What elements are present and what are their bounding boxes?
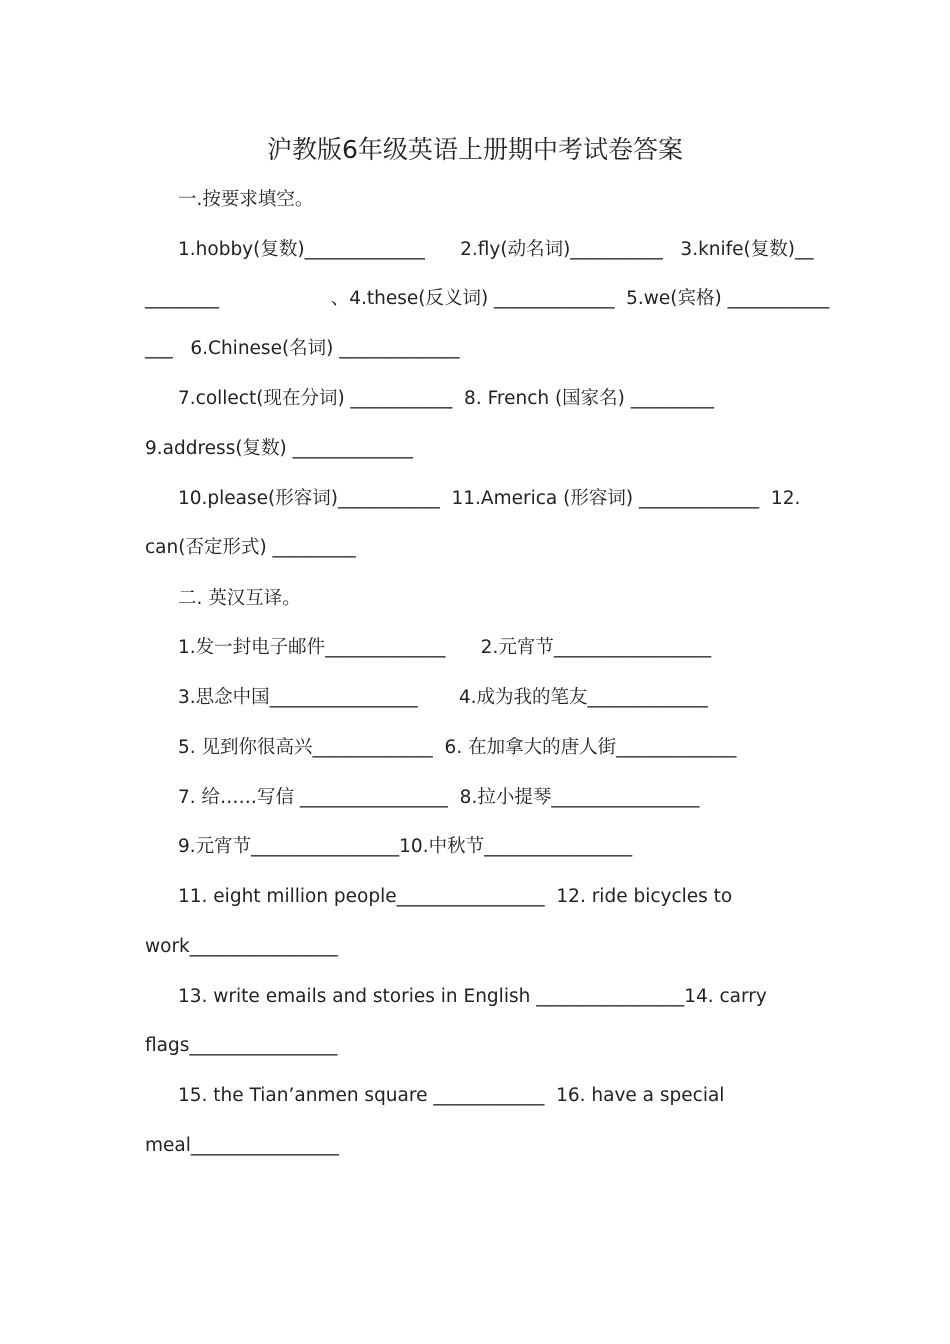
question-line: 10.please(形容词)___________ 11.America (形容词) _____________ 12. [178, 488, 801, 509]
section-heading-fill-blanks: 一.按要求填空。 [178, 189, 314, 210]
question-line: work________________ [145, 936, 338, 957]
question-line: 9.address(复数) _____________ [145, 438, 413, 459]
question-line: 13. write emails and stories in English ________________14. carry [178, 986, 767, 1007]
question-line: meal________________ [145, 1135, 339, 1156]
question-line: ___ 6.Chinese(名词) _____________ [145, 338, 460, 359]
question-line: can(否定形式) _________ [145, 537, 356, 558]
question-line: 7. 给……写信 ________________ 8.拉小提琴________________ [178, 787, 700, 808]
question-line: ________ 、4.these(反义词) _____________ 5.we(宾格) ___________ [145, 288, 830, 309]
question-line: 1.发一封电子邮件_____________ 2.元宵节_________________ [178, 637, 712, 658]
question-line: 3.思念中国________________ 4.成为我的笔友_____________ [178, 687, 708, 708]
question-line: 11. eight million people________________ 12. ride bicycles to [178, 886, 733, 907]
question-line: 9.元宵节________________10.中秋节________________ [178, 836, 633, 857]
question-line: 15. the Tian’anmen square ____________ 16. have a special [178, 1085, 725, 1106]
question-line: flags________________ [145, 1035, 338, 1056]
question-line: 5. 见到你很高兴_____________ 6. 在加拿大的唐人街_____________ [178, 737, 737, 758]
section-heading-translation: 二. 英汉互译。 [178, 588, 301, 609]
question-line: 1.hobby(复数)_____________ 2.fly(动名词)__________ 3.knife(复数)__ [178, 239, 814, 260]
page-title: 沪教版6年级英语上册期中考试卷答案 [267, 135, 683, 164]
question-line: 7.collect(现在分词) ___________ 8. French (国家名) _________ [178, 388, 715, 409]
